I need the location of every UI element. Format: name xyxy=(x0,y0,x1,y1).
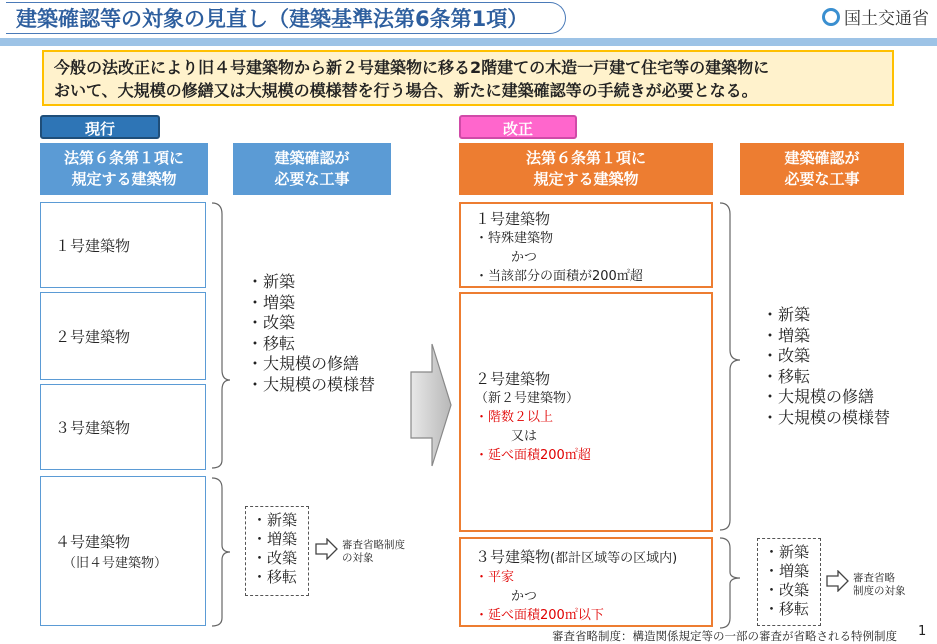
current-work-item: ・増築 xyxy=(247,292,296,312)
current-building-4-label: ４号建築物 xyxy=(55,533,131,551)
current-building-2-label: ２号建築物 xyxy=(55,327,131,346)
revised-hollow-arrow-icon xyxy=(826,570,850,592)
revised-col2-header-line1: 建築確認が xyxy=(784,149,860,167)
current-dashed-work-item: ・増築 xyxy=(252,530,298,548)
transition-arrow-icon xyxy=(408,340,454,470)
current-work-item: ・新築 xyxy=(247,272,296,291)
current-works-list xyxy=(247,272,397,395)
current-work-item: ・移転 xyxy=(247,333,296,353)
revised-bracket-lower xyxy=(720,538,740,628)
current-hollow-arrow-icon xyxy=(315,538,339,560)
revised-building-3-title: ３号建築物 xyxy=(475,548,551,566)
revised-brackets xyxy=(716,200,750,632)
revised-work-item: ・大規模の修繕 xyxy=(762,387,875,406)
revised-building-1-line: かつ xyxy=(511,250,538,265)
current-col1-header-line2: 規定する建築物 xyxy=(71,170,177,188)
revised-building-2-line: （新２号建築物） xyxy=(475,391,580,406)
revised-col1-header-line2: 規定する建築物 xyxy=(533,170,639,188)
current-building-4-sublabel: （旧４号建築物） xyxy=(63,556,168,571)
revised-work-item: ・大規模の模様替 xyxy=(762,407,891,427)
revised-bracket-upper xyxy=(720,203,740,530)
revised-dashed-work-item: ・移転 xyxy=(764,600,810,618)
revised-work-item: ・改築 xyxy=(762,346,811,365)
ministry-logo xyxy=(822,4,929,29)
revised-col2-header-line2: 必要な工事 xyxy=(784,170,860,188)
revised-arrow-note-line2: 制度の対象 xyxy=(853,585,906,597)
revised-building-3-line: ・平家 xyxy=(475,570,515,585)
current-dashed-work-item: ・移転 xyxy=(252,568,298,586)
current-col1-header-line1: 法第６条第１項に xyxy=(63,149,184,167)
page-title: 建築確認等の対象の見直し（建築基準法第6条第1項） xyxy=(6,2,566,34)
revised-building-1 xyxy=(459,202,713,288)
ministry-name: 国土交通省 xyxy=(844,9,929,29)
current-bracket-lower xyxy=(212,478,230,626)
revised-building-1-line: ・特殊建築物 xyxy=(475,231,554,246)
revised-work-item: ・増築 xyxy=(762,325,811,345)
notice-box xyxy=(42,50,894,106)
revised-work-item: ・移転 xyxy=(762,366,811,386)
revised-building-3-line: ・延べ面積200㎡以下 xyxy=(475,608,604,623)
revised-building-2-title: ２号建築物 xyxy=(475,370,551,388)
revised-works-list xyxy=(762,305,922,428)
revised-building-1-line: ・当該部分の面積が200㎡超 xyxy=(475,269,643,284)
revised-col2-header xyxy=(740,143,904,195)
revised-tag: 改正 xyxy=(459,115,577,139)
page-number: 1 xyxy=(918,624,927,639)
current-building-1 xyxy=(40,202,206,288)
current-col2-header-line1: 建築確認が xyxy=(274,149,350,167)
revised-dashed-works xyxy=(757,538,821,626)
revised-building-3-title-sub: (都計区域等の区域内) xyxy=(550,551,678,566)
current-building-3-label: ３号建築物 xyxy=(55,418,131,437)
current-col2-header-line2: 必要な工事 xyxy=(274,170,350,188)
revised-arrow-note xyxy=(853,572,906,598)
footer-note: 審査省略制度：構造関係規定等の一部の審査が省略される特例制度 xyxy=(552,629,897,643)
notice-line-1: 今般の法改正により旧４号建築物から新２号建築物に移る2階建ての木造一戸建て住宅等の建築物に xyxy=(54,58,770,77)
revised-building-1-title: １号建築物 xyxy=(475,210,551,228)
revised-dashed-work-item: ・増築 xyxy=(764,562,810,580)
revised-dashed-work-item: ・改築 xyxy=(764,581,810,599)
current-brackets xyxy=(208,200,238,630)
current-dashed-works xyxy=(245,506,309,596)
current-building-3 xyxy=(40,384,206,470)
current-col2-header xyxy=(233,143,391,195)
revised-dashed-work-item: ・新築 xyxy=(764,543,810,561)
current-bracket-upper xyxy=(212,203,230,468)
current-tag: 現行 xyxy=(40,115,160,139)
current-building-2 xyxy=(40,292,206,380)
current-building-4 xyxy=(40,476,206,626)
current-dashed-work-item: ・改築 xyxy=(252,549,298,567)
current-arrow-note-line2: の対象 xyxy=(342,552,374,564)
revised-building-3-line: かつ xyxy=(511,589,538,604)
current-work-item: ・大規模の模様替 xyxy=(247,374,376,394)
current-work-item: ・改築 xyxy=(247,313,296,332)
revised-building-2-line: ・延べ面積200㎡超 xyxy=(475,448,591,463)
revised-col1-header-line1: 法第６条第１項に xyxy=(525,149,646,167)
current-work-item: ・大規模の修繕 xyxy=(247,354,360,373)
current-arrow-note xyxy=(342,539,405,565)
revised-work-item: ・新築 xyxy=(762,305,811,324)
current-col1-header xyxy=(40,143,208,195)
revised-building-2 xyxy=(459,292,713,532)
revised-building-3 xyxy=(459,537,713,627)
revised-building-2-line: 又は xyxy=(511,429,538,444)
revised-building-2-line: ・階数２以上 xyxy=(475,410,554,425)
revised-col1-header xyxy=(459,143,713,195)
notice-line-2: おいて、大規模の修繕又は大規模の模様替を行う場合、新たに建築確認等の手続きが必要となる。 xyxy=(54,81,758,100)
current-dashed-work-item: ・新築 xyxy=(252,511,298,529)
revised-arrow-note-line1: 審査省略 xyxy=(853,572,895,584)
header-divider xyxy=(0,38,937,46)
current-arrow-note-line1: 審査省略制度 xyxy=(342,539,405,551)
current-building-1-label: １号建築物 xyxy=(55,236,131,255)
mlit-logo-icon xyxy=(822,8,840,26)
